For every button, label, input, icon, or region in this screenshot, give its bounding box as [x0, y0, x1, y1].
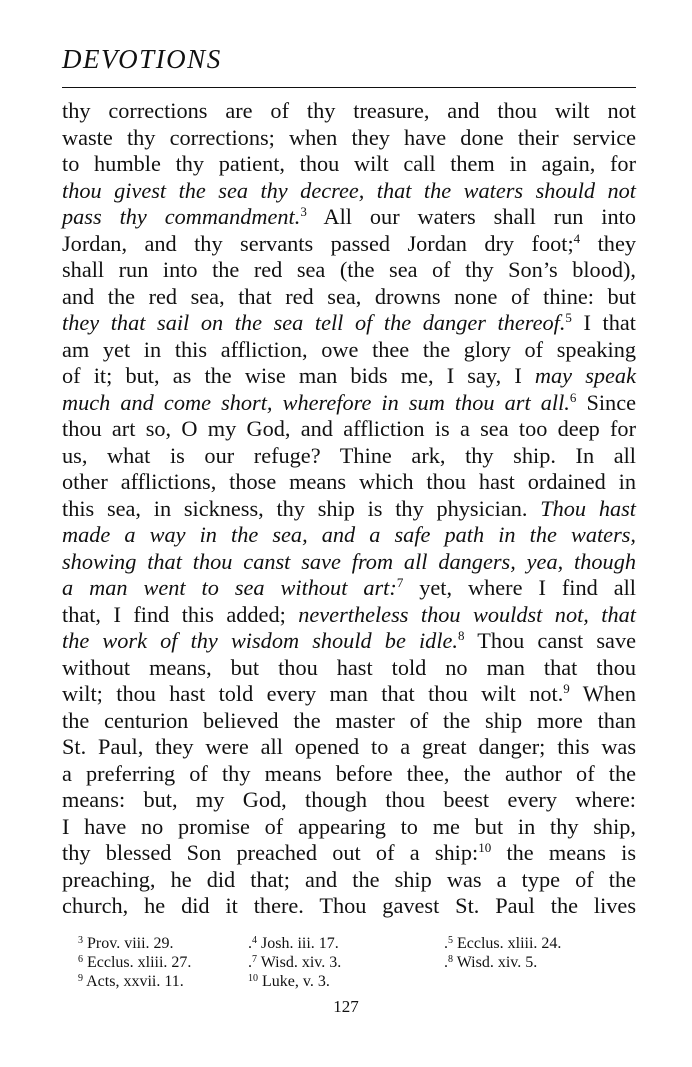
footnote [444, 934, 561, 953]
text-segment: St. Paul, they were all opened to a great danger; this was [62, 734, 636, 759]
text-line [62, 284, 636, 311]
text-line [62, 893, 636, 920]
text-line [62, 628, 636, 655]
footnote-marker: 9 [563, 681, 570, 696]
text-line [62, 575, 636, 602]
text-line [62, 496, 636, 523]
text-segment: the means is [491, 840, 636, 865]
footnote-number: 3 [78, 935, 83, 946]
page-number: 127 [333, 997, 359, 1016]
text-line [62, 787, 636, 814]
text-segment: without means, but thou hast told no man that thou [62, 654, 636, 680]
italic-text-segment: the work of thy wisdom should be idle. [62, 628, 458, 653]
footnote-marker: 10 [478, 840, 492, 855]
body-text [62, 98, 636, 920]
text-segment: yet, where I find all [403, 575, 636, 600]
text-line [62, 867, 636, 894]
footnote-text: Josh. iii. 17. [257, 935, 339, 952]
footnote-text: Wisd. xiv. 3. [257, 954, 342, 971]
italic-text-segment: made a way in the sea, and a safe path in the waters, [62, 522, 636, 547]
text-line [62, 337, 636, 364]
text-line [62, 257, 636, 284]
footnote-marker: 6 [569, 389, 577, 405]
text-line [62, 178, 636, 205]
text-segment: of it; but, as the wise man bids me, I say, I [62, 363, 535, 388]
text-line [62, 761, 636, 788]
footnote-number: 9 [78, 973, 83, 984]
footnote [444, 953, 537, 972]
italic-text-segment: nevertheless thou wouldst not, that [298, 601, 636, 627]
text-line [62, 416, 636, 443]
italic-text-segment: showing that thou canst save from all dangers, yea, though [62, 548, 636, 574]
italic-text-segment: pass thy commandment. [62, 204, 301, 229]
footnote-marker: 3 [300, 204, 307, 219]
italic-text-segment: they that sail on the sea tell of the danger thereof. [62, 310, 566, 335]
text-line [62, 469, 636, 496]
footnote-prefix: . [444, 954, 448, 971]
footnote [248, 953, 444, 972]
text-segment: All our waters shall run into [306, 204, 636, 229]
text-segment: they [580, 230, 636, 256]
footnote-number: 4 [252, 935, 257, 946]
text-line [62, 734, 636, 761]
text-line [62, 814, 636, 841]
text-line [62, 151, 636, 178]
text-segment: church, he did it there. Thou gavest St. Paul the lives [62, 893, 636, 918]
text-segment: Thou canst save [464, 628, 636, 653]
text-segment: I that [571, 310, 636, 335]
footnote-text: Prov. viii. 29. [83, 935, 174, 952]
footnote-number: 10 [248, 973, 258, 984]
text-segment: Jordan, and thy servants passed Jordan dry foot; [62, 230, 574, 256]
footnote-row [78, 972, 638, 991]
text-segment: means: but, my God, though thou beest every where: [62, 787, 636, 812]
text-segment: waste thy corrections; when they have done their service [62, 124, 636, 150]
text-line [62, 310, 636, 337]
footnote-marker: 5 [565, 310, 572, 325]
footnote-number: 8 [448, 954, 453, 965]
text-line [62, 443, 636, 470]
text-segment: other afflictions, those means which thou hast ordained in [62, 469, 636, 494]
text-line [62, 655, 636, 682]
italic-text-segment: a man went to sea without art: [62, 575, 397, 600]
text-segment: to humble thy patient, thou wilt call them in again, for [62, 151, 636, 176]
text-segment: that, I find this added; [62, 601, 299, 627]
footnote-text: Wisd. xiv. 5. [453, 954, 538, 971]
text-segment: this sea, in sickness, thy ship is thy physician. [62, 495, 541, 521]
footnote [248, 972, 444, 991]
text-segment: thy corrections are of thy treasure, and thou wilt not [62, 98, 636, 123]
footnote-text: Luke, v. 3. [258, 973, 330, 990]
text-line [62, 231, 636, 258]
text-line [62, 363, 636, 390]
text-segment: thou art so, O my God, and affliction is a sea too deep for [62, 416, 636, 441]
text-line [62, 522, 636, 549]
text-segment: When [569, 681, 636, 706]
text-line [62, 708, 636, 735]
text-line [62, 549, 636, 576]
footnote-text: Ecclus. xliii. 24. [453, 935, 562, 952]
footnote-number: 7 [252, 954, 257, 965]
footnote [78, 953, 248, 972]
text-segment: shall run into the red sea (the sea of thy Son’s blood), [62, 257, 636, 282]
running-head: DEVOTIONS [62, 44, 222, 74]
text-segment: wilt; thou hast told every man that thou wilt not. [62, 681, 564, 706]
text-line [62, 204, 636, 231]
footnote-marker: 4 [573, 230, 581, 246]
footnote-prefix: . [248, 954, 252, 971]
header-rule [62, 87, 636, 88]
italic-text-segment: Thou hast [540, 495, 636, 521]
footnote-text: Acts, xxvii. 11. [83, 973, 184, 990]
footnote-number: 5 [448, 935, 453, 946]
footnote [78, 934, 248, 953]
footnote-row [78, 934, 638, 953]
text-segment: a preferring of thy means before thee, the author of the [62, 760, 636, 786]
text-segment: the centurion believed the master of the ship more than [62, 707, 636, 733]
text-line [62, 840, 636, 867]
footnote [248, 934, 444, 953]
footnote-row [78, 953, 638, 972]
text-line [62, 681, 636, 708]
text-segment: thy blessed Son preached out of a ship: [62, 840, 479, 865]
italic-text-segment: thou givest the sea thy decree, that the waters should not [62, 177, 636, 203]
text-segment: and the red sea, that red sea, drowns none of thine: but [62, 283, 636, 309]
footnotes [78, 934, 638, 991]
footnote-marker: 7 [396, 575, 404, 590]
text-segment: us, what is our refuge? Thine ark, thy ship. In all [62, 442, 636, 468]
text-line [62, 602, 636, 629]
footnote-prefix: . [444, 935, 448, 952]
text-line [62, 390, 636, 417]
footnote [78, 972, 248, 991]
italic-text-segment: may speak [534, 363, 636, 388]
text-segment: Since [576, 389, 636, 415]
italic-text-segment: much and come short, wherefore in sum thou art all. [62, 389, 570, 415]
footnote-prefix: . [248, 935, 252, 952]
text-segment: am yet in this affliction, owe thee the glory of speaking [62, 336, 636, 362]
text-line [62, 98, 636, 125]
text-segment: preaching, he did that; and the ship was a type of the [62, 866, 636, 892]
text-segment: I have no promise of appearing to me but in thy ship, [62, 813, 636, 839]
footnote-marker: 8 [458, 628, 465, 643]
footnote-text: Ecclus. xliii. 27. [83, 954, 192, 971]
footnote-number: 6 [78, 954, 83, 965]
text-line [62, 125, 636, 152]
